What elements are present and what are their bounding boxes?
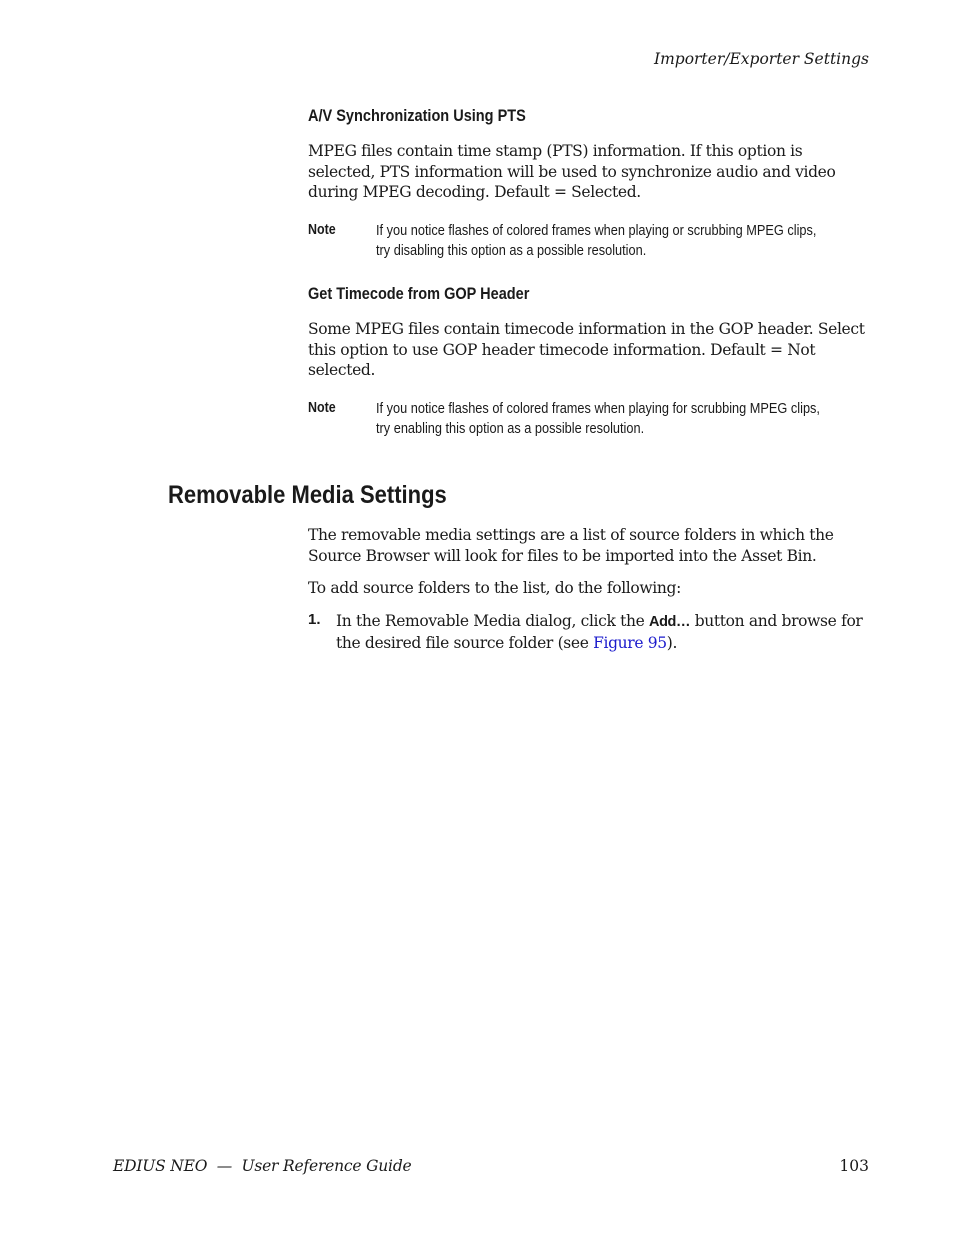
note-text-gop-timecode: If you notice flashes of colored frames when playing for scrubbing MPEG clips, try enabling this option as a possible resolution. — [376, 401, 820, 437]
footer-doc-title: EDIUS NEO — User Reference Guide — [113, 1157, 412, 1175]
heading-removable-media: Removable Media Settings — [168, 481, 447, 509]
step-text-before: In the Removable Media dialog, click the — [336, 612, 650, 630]
heading-av-sync: A/V Synchronization Using PTS — [308, 107, 526, 125]
paragraph-gop-timecode: Some MPEG files contain timecode information in the GOP header. Select this option to use GOP header timecode information. Default = Not selected. — [308, 320, 865, 379]
add-button-reference: Add… — [649, 614, 691, 630]
running-header: Importer/Exporter Settings — [653, 50, 869, 68]
paragraph-removable-media-lead-in: To add source folders to the list, do the following: — [308, 579, 681, 597]
note-label-av-sync: Note — [308, 222, 336, 238]
paragraph-removable-media-intro: The removable media settings are a list of source folders in which the Source Browser will look for files to be imported into the Asset Bin. — [308, 526, 834, 565]
note-label-gop-timecode: Note — [308, 400, 336, 416]
figure-95-link[interactable]: Figure 95 — [593, 633, 667, 652]
page-number: 103 — [839, 1157, 869, 1175]
note-text-av-sync: If you notice flashes of colored frames when playing or scrubbing MPEG clips, try disabling this option as a possible resolution. — [376, 223, 817, 259]
step-text — [336, 611, 876, 653]
heading-gop-timecode: Get Timecode from GOP Header — [308, 285, 530, 303]
step-number: 1. — [308, 611, 321, 628]
paragraph-av-sync: MPEG files contain time stamp (PTS) information. If this option is selected, PTS information will be used to synchronize audio and video during MPEG decoding. Default = Selected. — [308, 142, 836, 201]
step-text-middle: button and browse for the desired file source folder (see — [336, 612, 863, 652]
step-text-after: ). — [666, 633, 678, 652]
